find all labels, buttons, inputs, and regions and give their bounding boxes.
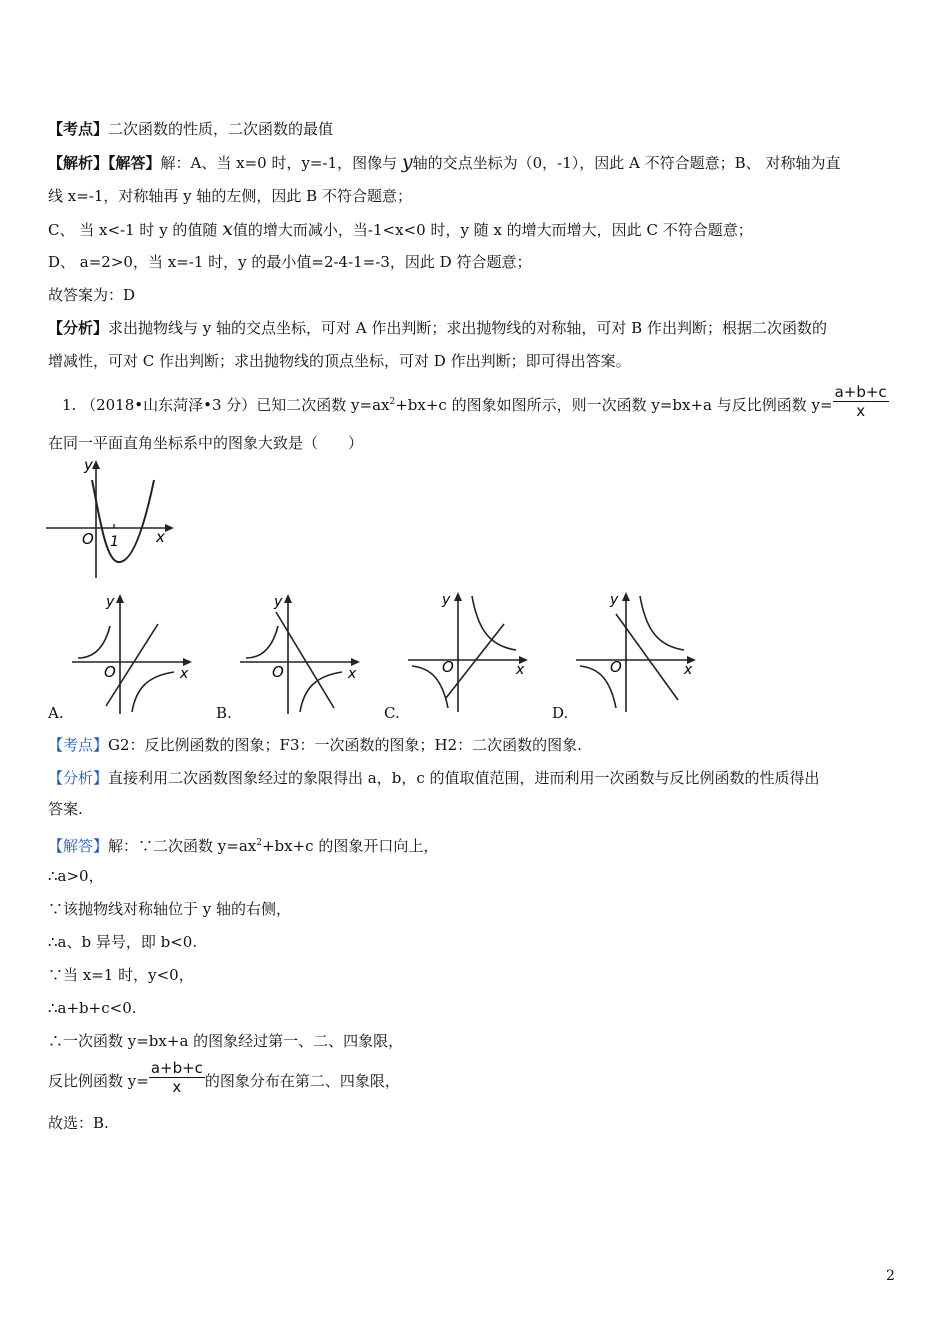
option-d-origin: O [610,658,622,676]
origin-label: O [82,530,94,548]
axis-label-y: y [84,458,93,474]
solution-fenxi-1 [48,768,820,788]
solution-fenxi-2: 答案. [48,800,83,818]
jieda-text-a: 解：∵二次函数 y=ax [108,837,257,855]
jieda-exponent: 2 [256,838,262,848]
prev-fenxi-line-1 [48,318,827,338]
solution-step-8 [48,1059,400,1100]
jiexi-line-1 [48,152,840,173]
solution-final-answer: 故选：B. [48,1114,109,1132]
option-c-origin: O [442,658,454,676]
step-8-text-b: 的图象分布在第二、四象限， [204,1072,400,1090]
option-b-x-label: x [348,666,357,682]
exponent: 2 [389,397,396,407]
option-a-label[interactable]: A. [48,704,64,722]
option-d-graph [574,590,700,714]
option-c-label[interactable]: C. [384,704,400,722]
solution-fenxi-text-1: 直接利用二次函数图象经过的象限得出 a，b，c 的值取值范围，进而利用一次函数与反比例函数的性质得出 [108,769,820,787]
solution-kaodian-tag: 【考点】 [48,736,109,754]
solution-kaodian [48,735,582,755]
solution-step-6: ∴a+b+c<0. [48,999,137,1017]
page-number: 2 [886,1268,895,1284]
jiexi-text-1b: 轴的交点坐标为（0，-1），因此 A 不符合题意；B、 对称轴为直 [412,154,841,172]
c-text-a: C、 当 x<-1 时 y 的值随 [48,221,223,239]
kaodian-text: 二次函数的性质，二次函数的最值 [108,120,334,138]
question-stem-2: 在同一平面直角坐标系中的图象大致是（ ） [48,434,364,452]
option-a-x-label: x [180,666,189,682]
solution-step-3: ∵该抛物线对称轴位于 y 轴的右侧， [48,900,292,918]
step-8-text-a: 反比例函数 y= [48,1072,149,1090]
option-d-y-label: y [610,592,619,608]
option-b-graph [238,592,364,716]
italic-y: y [401,151,413,173]
solution-jieda-1 [48,833,438,856]
solution-step-2: ∴a>0， [48,867,104,885]
step-8-denominator: x [172,1078,182,1096]
question-number: 1. [62,396,77,414]
fraction-denominator: x [856,402,866,420]
prev-fenxi-tag: 【分析】 [48,319,109,337]
option-d-label[interactable]: D. [552,704,569,722]
solution-step-5: ∵当 x=1 时，y<0， [48,966,194,984]
solution-step-4: ∴a、b 异号，即 b<0. [48,933,198,951]
question-fraction [833,384,889,420]
jiexi-text-1a: 解：A、当 x=0 时，y=-1，图像与 [160,154,402,172]
option-b-origin: O [272,663,284,681]
c-text-b: 值的增大而减小，当-1<x<0 时，y 随 x 的增大而增大，因此 C 不符合题意； [232,221,753,239]
prev-answer: 故答案为：D [48,286,136,304]
option-a-graph [70,592,196,716]
prev-fenxi-text-1: 求出抛物线与 y 轴的交点坐标，可对 A 作出判断；求出抛物线的对称轴，可对 B 作出判断；根据二次函数的 [108,319,827,337]
kaodian-tag: 【考点】 [48,120,109,138]
jiexi-tag: 【解析】【解答】 [48,154,161,172]
step-8-numerator: a+b+c [150,1059,203,1077]
option-b-label[interactable]: B. [216,704,232,722]
option-c-y-label: y [442,592,451,608]
option-b-y-label: y [274,594,283,610]
option-c-analysis [48,219,753,240]
option-c-graph [406,590,532,714]
solution-jieda-tag: 【解答】 [48,837,109,855]
question-text-b: +bx+c 的图象如图所示，则一次函数 y=bx+a 与反比例函数 y= [395,396,833,414]
option-d-analysis: D、 a=2>0，当 x=-1 时，y 的最小值=2-4-1=-3，因此 D 符合题意； [48,253,532,271]
parabola-figure [44,458,176,582]
solution-kaodian-text: G2：反比例函数的图象；F3：一次函数的图象；H2：二次函数的图象. [108,736,582,754]
tick-label-1: 1 [110,534,119,550]
question-text-a: （2018•山东菏泽•3 分）已知二次函数 y=ax [81,396,390,414]
italic-x: x [222,218,233,240]
kaodian-line [48,119,333,139]
option-a-y-label: y [106,594,115,610]
fraction-numerator: a+b+c [834,383,887,401]
question-stem [62,383,889,424]
jiexi-line-2: 线 x=-1，对称轴再 y 轴的左侧，因此 B 不符合题意； [48,187,412,205]
option-a-origin: O [104,663,116,681]
jieda-text-b: +bx+c 的图象开口向上， [261,837,439,855]
axis-label-x: x [156,528,165,546]
prev-fenxi-line-2: 增减性，可对 C 作出判断；求出抛物线的顶点坐标，可对 D 作出判断；即可得出答案。 [48,352,631,370]
step-8-fraction [149,1060,205,1096]
option-c-x-label: x [516,662,525,678]
option-d-x-label: x [684,662,693,678]
solution-fenxi-tag: 【分析】 [48,769,109,787]
solution-step-7: ∴一次函数 y=bx+a 的图象经过第一、二、四象限， [48,1032,404,1050]
